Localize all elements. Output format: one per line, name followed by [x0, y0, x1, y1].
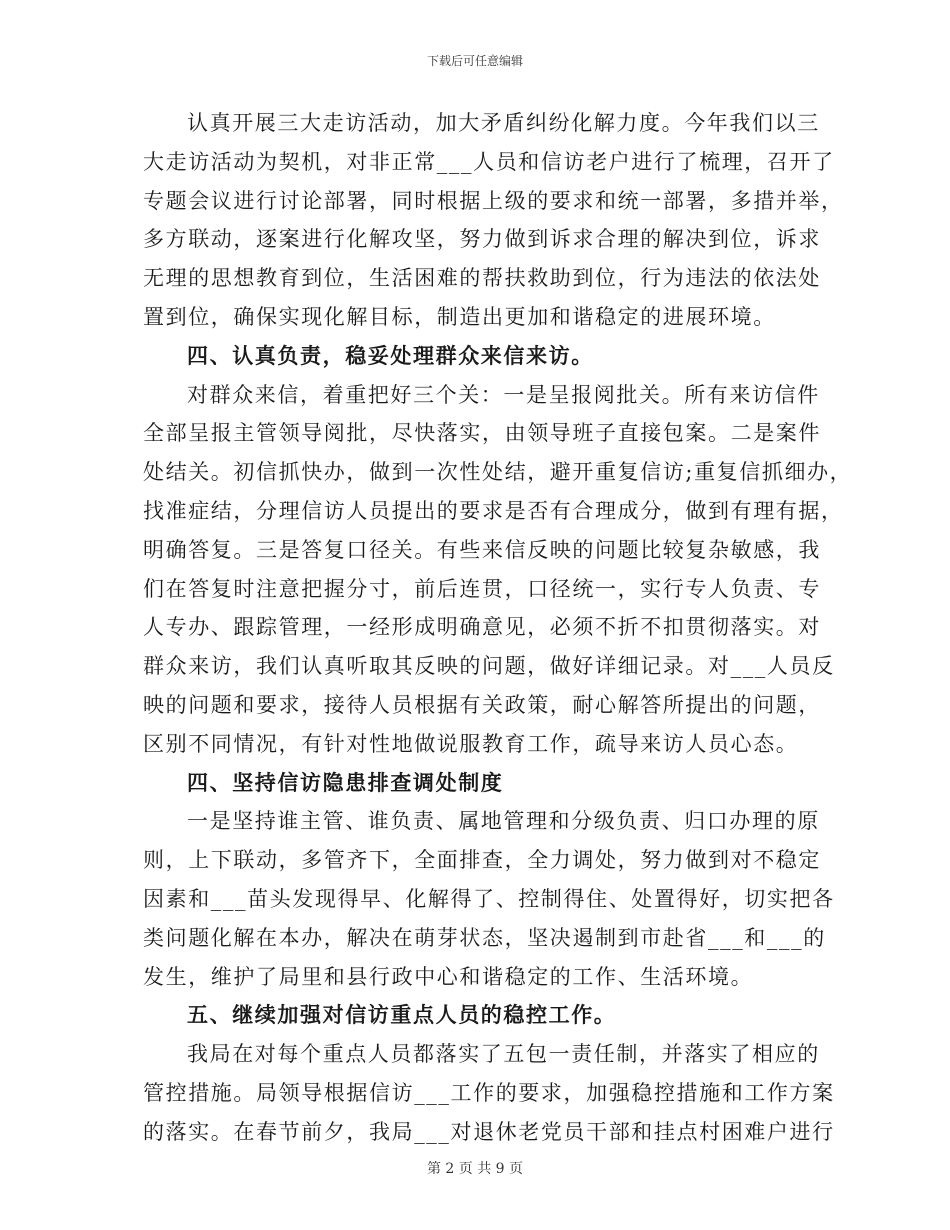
section-heading: 五、继续加强对信访重点人员的稳控工作。 [187, 1002, 617, 1028]
text-line: 的落实。在春节前夕，我局___对退休老党员干部和挂点村困难户进行 [143, 1119, 835, 1144]
text-line: 群众来访，我们认真听取其反映的问题，做好详细记录。对___人员反 [143, 654, 835, 679]
text-line: 因素和___苗头发现得早、化解得了、控制得住、处置得好，切实把各 [143, 886, 835, 911]
text-line: 认真开展三大走访活动，加大矛盾纠纷化解力度。今年我们以三 [187, 111, 820, 135]
text-line: 一是坚持谁主管、谁负责、属地管理和分级负责、归口办理的原 [187, 809, 820, 834]
text-line: 们在答复时注意把握分寸，前后连贯，口径统一，实行专人负责、专 [143, 576, 821, 601]
page-footer: 第 2 页 共 9 页 [426, 1161, 524, 1177]
text-line: 专题会议进行讨论部署，同时根据上级的要求和统一部署，多措并举， [143, 188, 844, 213]
section-heading: 四、坚持信访隐患排查调处制度 [187, 769, 504, 795]
text-line: 全部呈报主管领导阅批，尽快落实，由领导班子直接包案。二是案件 [143, 421, 821, 446]
text-line: 我局在对每个重点人员都落实了五包一责任制，并落实了相应的 [187, 1042, 820, 1067]
text-line: 区别不同情况，有针对性地做说服教育工作，疏导来访人员心态。 [143, 731, 799, 756]
text-line: 发生，维护了局里和县行政中心和谐稳定的工作、生活环境。 [143, 964, 754, 989]
text-line: 映的问题和要求，接待人员根据有关政策，耐心解答所提出的问题， [143, 692, 821, 717]
section-heading: 四、认真负责，稳妥处理群众来信来访。 [187, 342, 594, 368]
text-line: 无理的思想教育到位，生活困难的帮扶救助到位，行为违法的依法处 [143, 266, 821, 291]
text-line: 人专办、跟踪管理，一经形成明确意见，必须不折不扣贯彻落实。对 [143, 615, 821, 640]
text-line: 对群众来信，着重把好三个关：一是呈报阅批关。所有来访信件 [187, 382, 820, 407]
page-header: 下载后可任意编辑 [426, 54, 523, 68]
text-line: 明确答复。三是答复口径关。有些来信反映的问题比较复杂敏感，我 [143, 537, 821, 562]
text-line: 管控措施。局领导根据信访___工作的要求，加强稳控措施和工作方案 [143, 1080, 835, 1105]
text-line: 则，上下联动，多管齐下，全面排查，全力调处，努力做到对不稳定 [143, 848, 821, 873]
text-line: 处结关。初信抓快办，做到一次性处结，避开重复信访;重复信抓细办， [143, 460, 853, 485]
text-line: 类问题化解在本办，解决在萌芽状态，坚决遏制到市赴省___和___的 [143, 925, 826, 950]
text-line: 找准症结，分理信访人员提出的要求是否有合理成分，做到有理有据， [143, 498, 844, 523]
text-line: 多方联动，逐案进行化解攻坚，努力做到诉求合理的解决到位，诉求 [143, 227, 821, 252]
document-body [143, 104, 853, 1152]
text-line: 置到位，确保实现化解目标，制造出更加和谐稳定的进展环境。 [143, 304, 776, 329]
text-line: 大走访活动为契机，对非正常___人员和信访老户进行了梳理，召开了 [143, 149, 835, 174]
